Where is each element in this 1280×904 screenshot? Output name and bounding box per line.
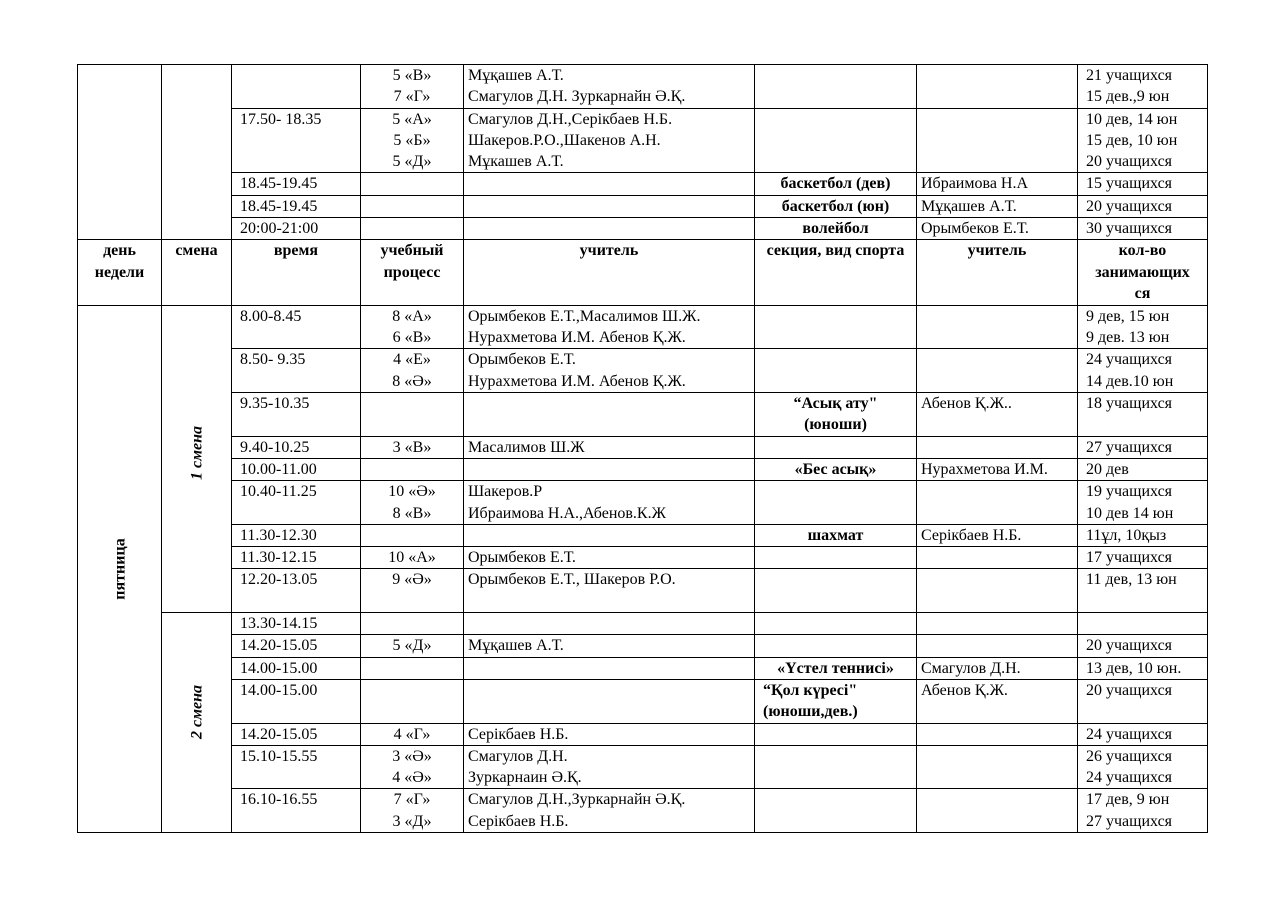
teacher-cell-line: Орымбеков Е.Т.,Масалимов Ш.Ж. [468,307,701,325]
count-cell [1078,657,1208,679]
time-cell: 16.10-16.55 [232,789,361,833]
table-row [78,569,1208,613]
count-cell-line: 17 учащихся [1086,549,1173,567]
section-cell [755,547,917,569]
count-cell [1078,195,1208,217]
teacher-cell-line: Смагулов Д.Н. [468,747,568,765]
teacher-cell [464,393,755,437]
class-cell-line: 5 «Б» [393,131,431,149]
count-cell [1078,393,1208,437]
coach-cell [917,108,1078,173]
coach-cell [917,635,1078,657]
class-cell [361,657,464,679]
teacher-cell-line: Ибраимова Н.А.,Абенов.К.Ж [468,504,666,522]
count-cell-line: 17 дев, 9 юн [1086,791,1170,809]
class-cell-line: 4 «Ә» [392,769,432,787]
class-cell [361,65,464,109]
count-cell [1078,547,1208,569]
section-cell [755,679,917,723]
teacher-cell-line: Смагулов Д.Н.,Зуркарнайн Ә.Қ. [468,791,686,809]
table-row [78,393,1208,437]
class-cell [361,613,464,635]
table-row [78,481,1208,525]
class-cell [361,436,464,458]
teacher-cell-line: Нурахметова И.М. Абенов Қ.Ж. [468,329,686,347]
day-cell [78,305,162,832]
count-cell [1078,569,1208,613]
section-cell: «Бес асық» [755,458,917,480]
time-cell: 10.00-11.00 [232,458,361,480]
count-cell-line: 14 дев.10 юн [1086,372,1174,390]
class-cell-line: 3 «Ә» [392,747,432,765]
header-process: учебный процесс [361,240,464,306]
section-group: (юноши,дев.) [763,703,858,721]
count-cell-line: 15 дев.,9 юн [1086,88,1170,106]
class-cell-line: 5 «В» [392,67,432,84]
time-cell [232,65,361,109]
teacher-cell-line: Орымбеков Е.Т. [468,351,576,369]
class-cell-line: 8 «В» [392,504,432,522]
count-cell-line: 20 учащихся [1086,197,1173,215]
count-cell-line: 24 учащихся [1086,769,1173,787]
table-row [78,108,1208,173]
time-cell: 11.30-12.30 [232,524,361,546]
header-time: время [232,240,361,306]
teacher-cell [464,481,755,525]
section-cell [755,108,917,173]
time-cell: 20:00-21:00 [232,218,361,240]
time-cell: 8.50- 9.35 [232,349,361,393]
count-cell [1078,173,1208,195]
coach-cell [917,305,1078,349]
count-cell-line: 20 дев [1086,460,1129,478]
class-cell-line: 5 «А» [392,110,432,128]
table-row [78,173,1208,195]
section-cell [755,481,917,525]
teacher-cell [464,173,755,195]
count-cell-line: 24 учащихся [1086,351,1173,369]
count-cell-line: 15 учащихся [1086,175,1173,193]
section-cell [755,789,917,833]
coach-cell [917,65,1078,109]
section-cell [755,65,917,109]
class-cell-line: 4 «Е» [393,351,431,369]
time-cell: 14.00-15.00 [232,657,361,679]
section-cell [755,436,917,458]
section-cell [755,635,917,657]
header-day: день недели [78,240,162,306]
teacher-cell [464,635,755,657]
time-cell: 18.45-19.45 [232,173,361,195]
count-cell-line: 21 учащихся [1086,67,1173,84]
class-cell-line: 3 «Д» [392,812,432,830]
table-row [78,547,1208,569]
count-cell-line: 15 дев, 10 юн [1086,131,1178,149]
header-shift: смена [162,240,232,306]
section-cell [755,393,917,437]
header-coach: учитель [917,240,1078,306]
class-cell-line: 4 «Г» [393,725,431,743]
count-cell-line: 20 учащихся [1086,681,1173,699]
header-section: секция, вид спорта [755,240,917,306]
teacher-cell [464,679,755,723]
section-group: (юноши) [804,416,867,434]
count-cell-line: 20 учащихся [1086,153,1173,171]
class-cell-line: 10 «Ә» [388,483,436,501]
teacher-cell [464,789,755,833]
class-cell-line: 10 «А» [388,549,436,567]
class-cell [361,218,464,240]
section-cell: шахмат [755,524,917,546]
teacher-cell-line: Серікбаев Н.Б. [468,812,569,830]
class-cell [361,635,464,657]
table-row [78,657,1208,679]
teacher-cell-line: Масалимов Ш.Ж [468,438,585,456]
header-row [78,240,1208,306]
section-cell [755,305,917,349]
time-cell: 8.00-8.45 [232,305,361,349]
teacher-cell [464,195,755,217]
count-cell [1078,305,1208,349]
count-cell [1078,789,1208,833]
teacher-cell-line: Мұқашев А.Т. [468,637,564,655]
count-cell-line: 10 дев 14 юн [1086,504,1174,522]
coach-cell [917,789,1078,833]
table-row [78,458,1208,480]
class-cell-line: 3 «В» [392,438,432,456]
teacher-cell-line: Смагулов Д.Н. Зуркарнайн Ә.Қ. [468,88,686,106]
time-cell: 14.00-15.00 [232,679,361,723]
count-cell-line: 18 учащихся [1086,395,1173,413]
teacher-cell [464,305,755,349]
time-cell: 14.20-15.05 [232,723,361,745]
day-label: пятница [110,538,128,600]
teacher-cell [464,436,755,458]
class-cell [361,789,464,833]
teacher-cell-line: Зуркарнаин Ә.Қ. [468,769,582,787]
time-cell: 18.45-19.45 [232,195,361,217]
table-row [78,195,1208,217]
time-cell: 12.20-13.05 [232,569,361,613]
time-cell: 10.40-11.25 [232,481,361,525]
section-cell [755,569,917,613]
class-cell [361,547,464,569]
coach-cell [917,613,1078,635]
count-cell-line: 11ұл, 10қыз [1086,526,1167,544]
header-count: кол-во занимающих ся [1078,240,1208,306]
teacher-cell-line: Нурахметова И.М. Абенов Қ.Ж. [468,372,686,390]
coach-cell: Мұқашев А.Т. [917,195,1078,217]
section-cell: «Үстел теннисі» [755,657,917,679]
time-cell: 15.10-15.55 [232,745,361,789]
coach-cell [917,745,1078,789]
count-cell [1078,745,1208,789]
shift-cell-empty [162,65,232,240]
count-cell-line: 9 дев, 15 юн [1086,307,1170,325]
count-cell [1078,458,1208,480]
teacher-cell-line: Серікбаев Н.Б. [468,725,569,743]
class-cell [361,723,464,745]
shift2-cell [162,613,232,833]
table-row [78,524,1208,546]
time-cell: 13.30-14.15 [232,613,361,635]
section-cell [755,745,917,789]
table-row [78,436,1208,458]
count-cell [1078,524,1208,546]
section-name: “Қол күресі" [763,681,858,699]
section-cell: баскетбол (дев) [755,173,917,195]
teacher-cell [464,458,755,480]
teacher-cell-line: Шакеров.Р [468,483,543,501]
table-row [78,218,1208,240]
count-cell-line: 11 дев, 13 юн [1086,571,1177,589]
class-cell [361,195,464,217]
coach-cell [917,547,1078,569]
count-cell [1078,218,1208,240]
count-cell-line: 30 учащихся [1086,220,1173,238]
count-cell [1078,108,1208,173]
count-cell-line: 27 учащихся [1086,438,1173,456]
class-cell [361,349,464,393]
teacher-cell [464,108,755,173]
teacher-cell [464,745,755,789]
day-cell-empty [78,65,162,240]
count-cell [1078,679,1208,723]
coach-cell: Абенов Қ.Ж.. [917,393,1078,437]
class-cell [361,458,464,480]
class-cell [361,481,464,525]
teacher-cell-line: Орымбеков Е.Т., Шакеров Р.О. [468,571,676,589]
count-cell-line: 10 дев, 14 юн [1086,110,1178,128]
coach-cell: Орымбеков Е.Т. [917,218,1078,240]
time-cell: 14.20-15.05 [232,635,361,657]
shift2-label: 2 смена [187,684,205,739]
time-cell: 9.35-10.35 [232,393,361,437]
class-cell [361,173,464,195]
section-cell [755,723,917,745]
section-cell [755,613,917,635]
class-cell [361,393,464,437]
count-cell-line: 27 учащихся [1086,812,1173,830]
count-cell [1078,436,1208,458]
coach-cell [917,349,1078,393]
teacher-cell-line: Мұкашев А.Т. [468,153,564,171]
table-row [78,65,1208,109]
class-cell [361,679,464,723]
coach-cell: Нурахметова И.М. [917,458,1078,480]
teacher-cell [464,613,755,635]
count-cell-line: 13 дев, 10 юн. [1086,659,1182,677]
time-cell: 9.40-10.25 [232,436,361,458]
coach-cell: Серікбаев Н.Б. [917,524,1078,546]
coach-cell [917,569,1078,613]
class-cell [361,305,464,349]
class-cell-line: 6 «В» [392,329,432,347]
time-cell: 17.50- 18.35 [232,108,361,173]
teacher-cell-line: Смагулов Д.Н.,Серікбаев Н.Б. [468,110,673,128]
teacher-cell [464,657,755,679]
coach-cell: Ибраимова Н.А [917,173,1078,195]
count-cell-line: 24 учащихся [1086,725,1173,743]
table-row [78,745,1208,789]
class-cell-line: 5 «Д» [392,637,432,655]
count-cell-line: 19 учащихся [1086,483,1173,501]
teacher-cell [464,349,755,393]
teacher-cell [464,65,755,109]
coach-cell [917,436,1078,458]
class-cell-line: 7 «Г» [393,88,431,106]
count-cell [1078,613,1208,635]
class-cell-line: 8 «А» [392,307,432,325]
section-name: “Асық ату" [793,395,878,413]
teacher-cell [464,723,755,745]
table-row [78,723,1208,745]
table-row [78,613,1208,635]
teacher-cell [464,524,755,546]
teacher-cell-line: Шакеров.Р.О.,Шакенов А.Н. [468,131,661,149]
coach-cell [917,723,1078,745]
table-row [78,635,1208,657]
teacher-cell-line: Орымбеков Е.Т. [468,549,576,567]
header-teacher: учитель [464,240,755,306]
count-cell [1078,65,1208,109]
count-cell-line: 26 учащихся [1086,747,1173,765]
teacher-cell [464,218,755,240]
count-cell [1078,349,1208,393]
class-cell [361,524,464,546]
teacher-cell [464,547,755,569]
class-cell-line: 5 «Д» [392,153,432,171]
count-cell [1078,723,1208,745]
shift1-cell [162,305,232,612]
time-cell: 11.30-12.15 [232,547,361,569]
class-cell-line: 7 «Г» [393,791,431,809]
table-row [78,349,1208,393]
coach-cell: Смагулов Д.Н. [917,657,1078,679]
shift1-label: 1 смена [187,425,205,480]
class-cell-line: 8 «Ә» [392,372,432,390]
coach-cell: Абенов Қ.Ж. [917,679,1078,723]
count-cell-line: 20 учащихся [1086,637,1173,655]
section-cell: волейбол [755,218,917,240]
class-cell [361,745,464,789]
schedule-table [77,64,1208,833]
table-row [78,789,1208,833]
class-cell-line: 9 «Ә» [392,571,432,589]
class-cell [361,569,464,613]
coach-cell [917,481,1078,525]
count-cell-line: 9 дев. 13 юн [1086,329,1170,347]
teacher-cell-line: Мұқашев А.Т. [468,67,564,84]
table-row [78,305,1208,349]
count-cell [1078,635,1208,657]
section-cell: баскетбол (юн) [755,195,917,217]
count-cell [1078,481,1208,525]
class-cell [361,108,464,173]
section-cell [755,349,917,393]
table-row [78,679,1208,723]
teacher-cell [464,569,755,613]
